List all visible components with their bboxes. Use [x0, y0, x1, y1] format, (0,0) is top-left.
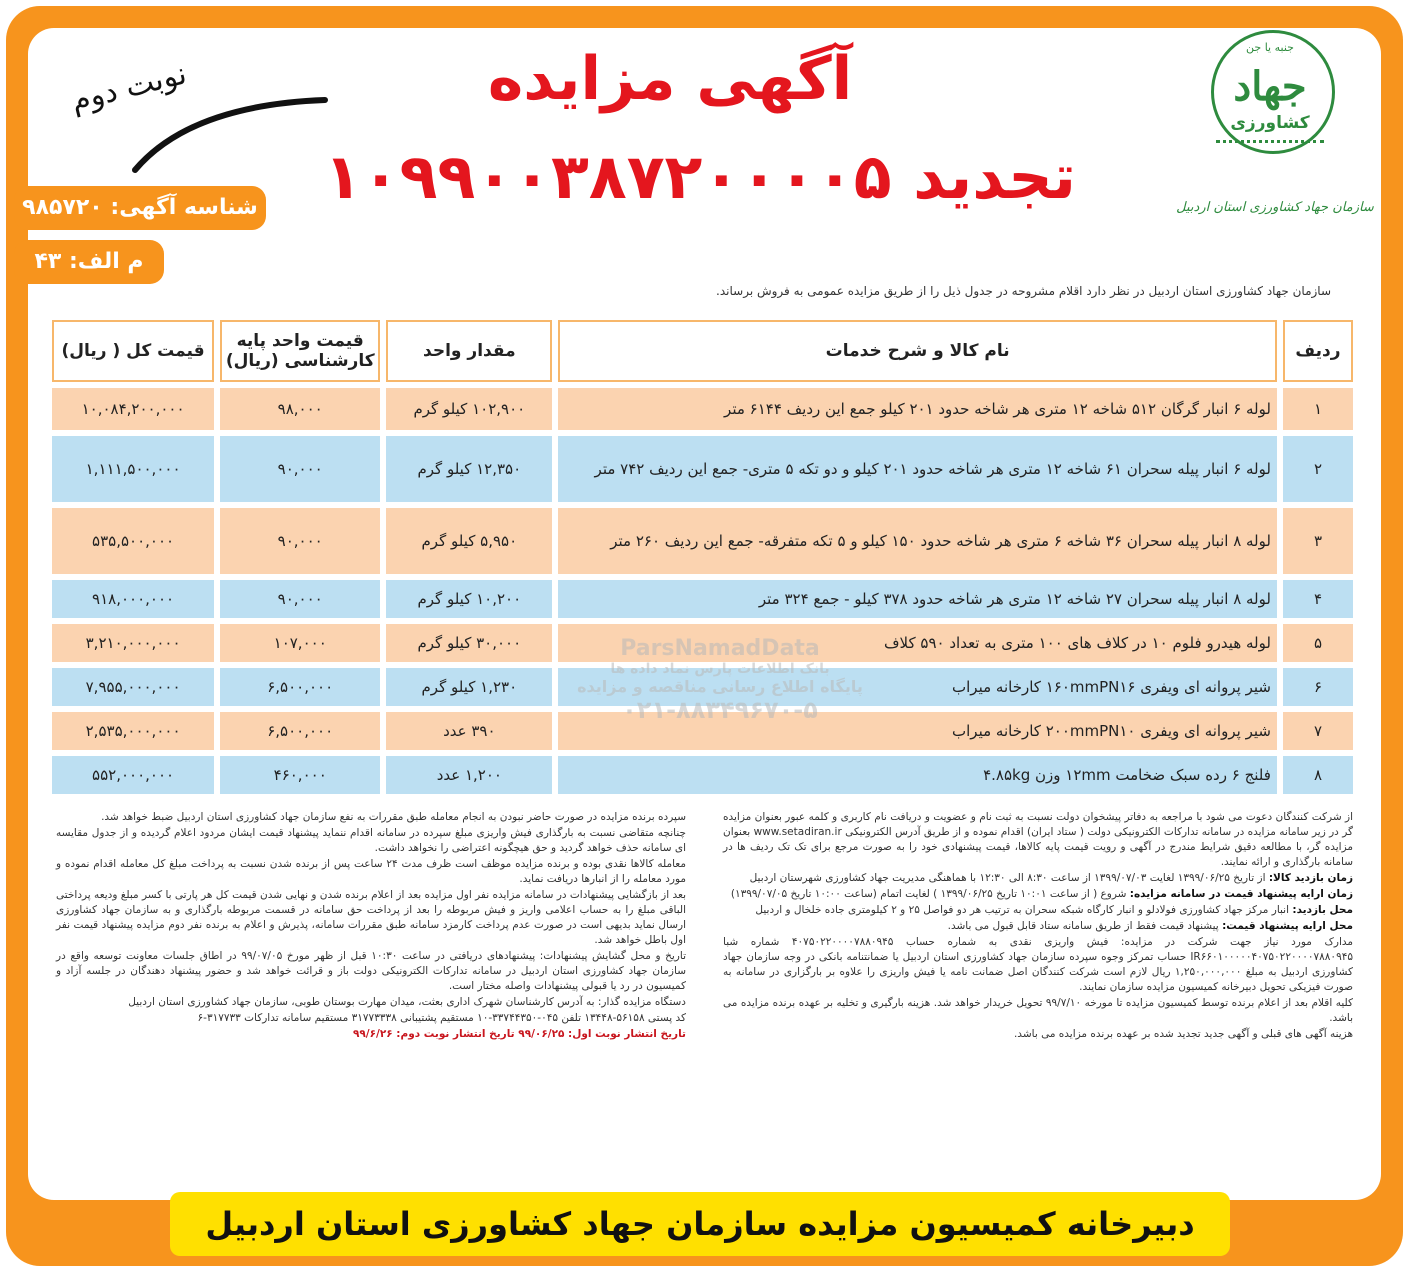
logo-main-text: جهاد — [1233, 63, 1307, 110]
item-total-price: ۷,۹۵۵,۰۰۰,۰۰۰ — [52, 668, 214, 706]
ad-code-badge: م الف: ۴۳ — [14, 240, 164, 284]
table-row — [52, 436, 1353, 502]
term-text: از تاریخ ۱۳۹۹/۰۶/۲۵ لغایت ۱۳۹۹/۰۷/۰۳ از ساعت ۸:۳۰ الی ۱۲:۳۰ با هماهنگی مدیریت جهاد کشاورزی شهرستان اردبیل — [749, 872, 1266, 884]
term-text: شروع ( از ساعت ۱۰:۰۱ تاریخ ۱۳۹۹/۰۶/۲۵ ) لغایت اتمام (ساعت ۱۰:۰۰ تاریخ ۱۳۹۹/۰۷/۰۵) — [730, 888, 1127, 900]
terms-right-column — [723, 810, 1353, 1043]
item-quantity: ۱,۲۰۰ عدد — [386, 756, 552, 794]
term-paragraph: بعد از بازگشایی پیشنهادات در سامانه مزایده نفر اول مزایده بعد از اعلام برنده شدن و نهایی شدن قیمت کل هر پارتی با کسر مبلغ ودیعه پرداختی الباقی مبلغ را به حساب اعلامی واریز و فیش مربوطه را بعد از پرداخت حق سامانه در قسمت مربوطه بارگذاری و به سازمان جهاد کشاورزی ارسال نماید بدیهی است در صورت عدم پرداخت کارمزد سامانه طبق مقررات سامانه، پذیرش و اعلام به برنده نفر دوم مزایده پیشنهاد قیمت نفر اول باطل خواهد شد. — [56, 889, 686, 946]
table-row — [52, 508, 1353, 574]
item-total-price: ۵۵۲,۰۰۰,۰۰۰ — [52, 756, 214, 794]
row-number: ۱ — [1283, 388, 1353, 430]
term-paragraph — [723, 810, 1353, 870]
term-paragraph — [723, 887, 1353, 902]
item-quantity: ۱۰,۲۰۰ کیلو گرم — [386, 580, 552, 618]
publication-dates: تاریخ انتشار نوبت اول: ۹۹/۰۶/۲۵ تاریخ انتشار نوبت دوم: ۹۹/۶/۲۶ — [352, 1028, 686, 1040]
watermark-line: بانک اطلاعات پارس نماد داده ها — [610, 661, 830, 677]
item-quantity: ۱,۲۳۰ کیلو گرم — [386, 668, 552, 706]
brush-stroke-icon — [130, 95, 330, 175]
item-quantity: ۵,۹۵۰ کیلو گرم — [386, 508, 552, 574]
term-paragraph — [723, 935, 1353, 995]
item-total-price: ۲,۵۳۵,۰۰۰,۰۰۰ — [52, 712, 214, 750]
ad-title: آگهی مزایده — [487, 44, 853, 114]
watermark-line: پایگاه اطلاع رسانی مناقصه و مزایده — [577, 677, 863, 696]
term-paragraph — [723, 919, 1353, 934]
watermark — [520, 636, 920, 724]
term-paragraph — [723, 871, 1353, 886]
term-label: زمان ارایه پیشنهاد قیمت در سامانه مزایده: — [1129, 888, 1353, 900]
item-quantity: ۳۹۰ عدد — [386, 712, 552, 750]
term-paragraph — [723, 996, 1353, 1026]
term-paragraph — [723, 1027, 1353, 1042]
item-unit-price: ۹۸,۰۰۰ — [220, 388, 380, 430]
table-header-row — [52, 320, 1353, 382]
item-quantity: ۱۲,۳۵۰ کیلو گرم — [386, 436, 552, 502]
item-total-price: ۵۳۵,۵۰۰,۰۰۰ — [52, 508, 214, 574]
item-description: لوله هیدرو فلوم ۱۰ در کلاف های ۱۰۰ متری به تعداد ۵۹۰ کلاف — [558, 624, 1277, 662]
ad-id-badge: شناسه آگهی: ۹۸۵۷۲۰ — [14, 186, 266, 230]
item-description: لوله ۸ انبار پیله سحران ۳۶ شاخه ۶ متری هر شاخه حدود ۱۵۰ کیلو و ۵ تکه متفرقه- جمع این ردیف ۲۶۰ متر — [558, 508, 1277, 574]
item-total-price: ۱۰,۰۸۴,۲۰۰,۰۰۰ — [52, 388, 214, 430]
item-unit-price: ۱۰۷,۰۰۰ — [220, 624, 380, 662]
item-description: فلنج ۶ رده سبک ضخامت ۱۲mm وزن ۴.۸۵kg — [558, 756, 1277, 794]
term-label: زمان بازدید کالا: — [1268, 872, 1353, 884]
auction-number: ۱۰۹۹۰۰۳۸۷۲۰۰۰۰۵ تجدید — [323, 140, 1077, 213]
item-unit-price: ۶,۵۰۰,۰۰۰ — [220, 712, 380, 750]
row-number: ۷ — [1283, 712, 1353, 750]
row-number: ۲ — [1283, 436, 1353, 502]
term-text: انبار مرکز جهاد کشاورزی فولادلو و انبار کارگاه شبکه سحران به ترتیب هر دو فواصل ۲۵ و ۲ کیلومتری جاده خلخال و اردبیل — [755, 904, 1290, 916]
term-label: محل ارایه پیشنهاد قیمت: — [1222, 920, 1353, 932]
item-unit-price: ۴۶۰,۰۰۰ — [220, 756, 380, 794]
header-row-number: ردیف — [1283, 320, 1353, 382]
table-row — [52, 580, 1353, 618]
item-total-price: ۹۱۸,۰۰۰,۰۰۰ — [52, 580, 214, 618]
term-paragraph: سپرده برنده مزایده در صورت حاضر نبودن به انجام معامله طبق مقررات به نفع سازمان جهاد کشاورزی استان اردبیل ضبط خواهد شد. — [101, 811, 686, 823]
term-text: مدارک مورد نیاز جهت شرکت در مزایده: فیش واریزی نقدی به شماره حساب ۴۰۷۵۰۲۲۰۰۰۰۷۸۸۰۹۴۵ شماره شبا IR۶۶۰۱۰۰۰۰۰۴۰۷۵۰۲۲۰۰۰۰۷۸۸۰۹۴۵ حساب تمرکز وجوه سپرده سازمان جهاد کشاورزی استان اردبیل یا ضمانتنامه بانکی در وجه سازمان جهاد کشاورزی اردبیل به مبلغ ۱,۲۵۰,۰۰۰,۰۰۰ ریال لازم است شرکت کنندگان اصل ضمانت نامه یا فیش واریزی را علاوه بر بارگزاری در سامانه به صورت فیزیکی تحویل دبیرخانه کمیسیون مزایده سازمان نمایند. — [723, 936, 1353, 993]
item-unit-price: ۹۰,۰۰۰ — [220, 436, 380, 502]
header-description: نام کالا و شرح خدمات — [558, 320, 1277, 382]
row-number: ۳ — [1283, 508, 1353, 574]
item-description: لوله ۸ انبار پیله سحران ۲۷ شاخه ۱۲ متری هر شاخه حدود ۳۷۸ کیلو - جمع ۳۲۴ متر — [558, 580, 1277, 618]
watermark-brand: ParsNamadData — [620, 636, 820, 661]
item-unit-price: ۹۰,۰۰۰ — [220, 580, 380, 618]
term-text: کلیه اقلام بعد از اعلام برنده توسط کمیسیون مزایده تا مورخه ۹۹/۷/۱۰ تحویل خریدار خواهد شد. هزینه بارگیری و تخلیه بر عهده برنده مزایده می باشد. — [723, 997, 1353, 1024]
terms-left-column — [56, 810, 686, 1043]
item-total-price: ۳,۲۱۰,۰۰۰,۰۰۰ — [52, 624, 214, 662]
logo-caption: سازمان جهاد کشاورزی استان اردبیل — [1176, 200, 1374, 215]
footer-banner: دبیرخانه کمیسیون مزایده سازمان جهاد کشاورزی استان اردبیل — [170, 1192, 1230, 1256]
item-quantity: ۱۰۲,۹۰۰ کیلو گرم — [386, 388, 552, 430]
term-text: پیشنهاد قیمت فقط از طریق سامانه ستاد قابل قبول می باشد. — [947, 920, 1219, 932]
logo-top-text: جنبه یا جن — [1246, 41, 1294, 54]
item-description: شیر پروانه ای ویفری ۲۰۰mmPN۱۰ کارخانه میراب — [558, 712, 1277, 750]
header-quantity: مقدار واحد — [386, 320, 552, 382]
item-description: لوله ۶ انبار پیله سحران ۶۱ شاخه ۱۲ متری هر شاخه حدود ۲۰۱ کیلو و دو تکه ۵ متری- جمع این ردیف ۷۴۲ متر — [558, 436, 1277, 502]
jahad-logo — [1165, 18, 1385, 238]
intro-text: سازمان جهاد کشاورزی استان اردبیل در نظر دارد اقلام مشروحه در جدول ذیل را از طریق مزایده عمومی به فروش برساند. — [716, 284, 1331, 298]
header-total-price: قیمت کل ( ریال) — [52, 320, 214, 382]
logo-emblem — [1211, 30, 1335, 154]
watermark-phone: ۰۲۱-۸۸۳۴۹۶۷۰-۵ — [622, 696, 818, 724]
term-paragraph: تاریخ و محل گشایش پیشنهادات: پیشنهادهای دریافتی در ساعت ۱۰:۳۰ قبل از ظهر مورخ ۹۹/۰۷/۰۵ در اطاق جلسات معاونت توسعه واقع در سازمان جهاد کشاورزی استان اردبیل در سامانه تدارکات الکترونیکی دولت باز و قرائت خواهد شد و حضور پیشنهاد دهندگان در جلسه آزاد و کمیسیون در رد یا قبولی پیشنهادات واصله مختار است. — [56, 950, 687, 992]
item-description: لوله ۶ انبار گرگان ۵۱۲ شاخه ۱۲ متری هر شاخه حدود ۲۰۱ کیلو جمع این ردیف ۶۱۴۴ متر — [558, 388, 1277, 430]
header-unit-price: قیمت واحد پایه کارشناسی (ریال) — [220, 320, 380, 382]
term-text: از شرکت کنندگان دعوت می شود با مراجعه به دفاتر پیشخوان دولت نسبت به ثبت نام و عضویت و دریافت نام کاربری و کلمه عبور بعنوان مزایده گر در زیر سامانه مزایده در سامانه تدارکات الکترونیکی دولت ( ستاد ایران) اقدام نموده و از طریق آدرس الکترونیکی www.setadiran.ir بعنوان مزایده گر، با مطالعه دقیق شرایط مندرج در آگهی و رویت قیمت پایه کالاها، قیمت پیشنهادی خود را به صورت مرجع برای تک تک ردیف ها در سامانه بارگذاری و ارائه نمایند. — [723, 811, 1354, 868]
row-number: ۸ — [1283, 756, 1353, 794]
item-description: شیر پروانه ای ویفری ۱۶۰mmPN۱۶ کارخانه میراب — [558, 668, 1277, 706]
item-unit-price: ۹۰,۰۰۰ — [220, 508, 380, 574]
item-total-price: ۱,۱۱۱,۵۰۰,۰۰۰ — [52, 436, 214, 502]
wheat-wreath-icon — [1216, 133, 1324, 143]
round-label: نوبت دوم — [67, 56, 191, 119]
items-table — [46, 314, 1359, 800]
row-number: ۴ — [1283, 580, 1353, 618]
logo-sub-text: کشاورزی — [1230, 113, 1310, 133]
row-number: ۵ — [1283, 624, 1353, 662]
term-paragraph: دستگاه مزایده گذار: به آدرس کارشناسان شهرک اداری بعثت، میدان مهارت بوستان طوبی، سازمان جهاد کشاورزی استان اردبیل — [128, 996, 686, 1008]
table-row — [52, 756, 1353, 794]
row-number: ۶ — [1283, 668, 1353, 706]
term-text: هزینه آگهی های قبلی و آگهی جدید تجدید شده بر عهده برنده مزایده می باشد. — [1013, 1028, 1353, 1040]
term-paragraph: معامله کالاها نقدی بوده و برنده مزایده موظف است ظرف مدت ۲۴ ساعت پس از برنده شدن نسبت به پرداخت مبلغ کل معامله اقدام نموده و مورد معامله را از انبارها دریافت نماید. — [56, 858, 686, 885]
item-unit-price: ۶,۵۰۰,۰۰۰ — [220, 668, 380, 706]
term-paragraph: کد پستی ۵۶۱۵۸-۱۳۴۴۸ تلفن ۰۴۵-۳۳۷۴۴۳۵۰-۱۰ مستقیم پشتیبانی ۳۱۷۷۳۳۳۸ مستقیم سامانه تدارکات ۳۱۷۷۳۳-۶ — [197, 1012, 686, 1024]
table-row — [52, 388, 1353, 430]
term-paragraph — [723, 903, 1353, 918]
term-paragraph: چنانچه متقاضی نسبت به بارگذاری فیش واریزی مبلغ سپرده در سامانه اقدام ننماید پیشنهاد قیمت ایشان مردود اعلام گردیده و از جدول مقایسه ای سامانه حذف خواهد گردید و حق هیچگونه اعتراضی را نخواهد داشت. — [56, 827, 686, 854]
item-quantity: ۳۰,۰۰۰ کیلو گرم — [386, 624, 552, 662]
term-label: محل بازدید: — [1292, 904, 1353, 916]
